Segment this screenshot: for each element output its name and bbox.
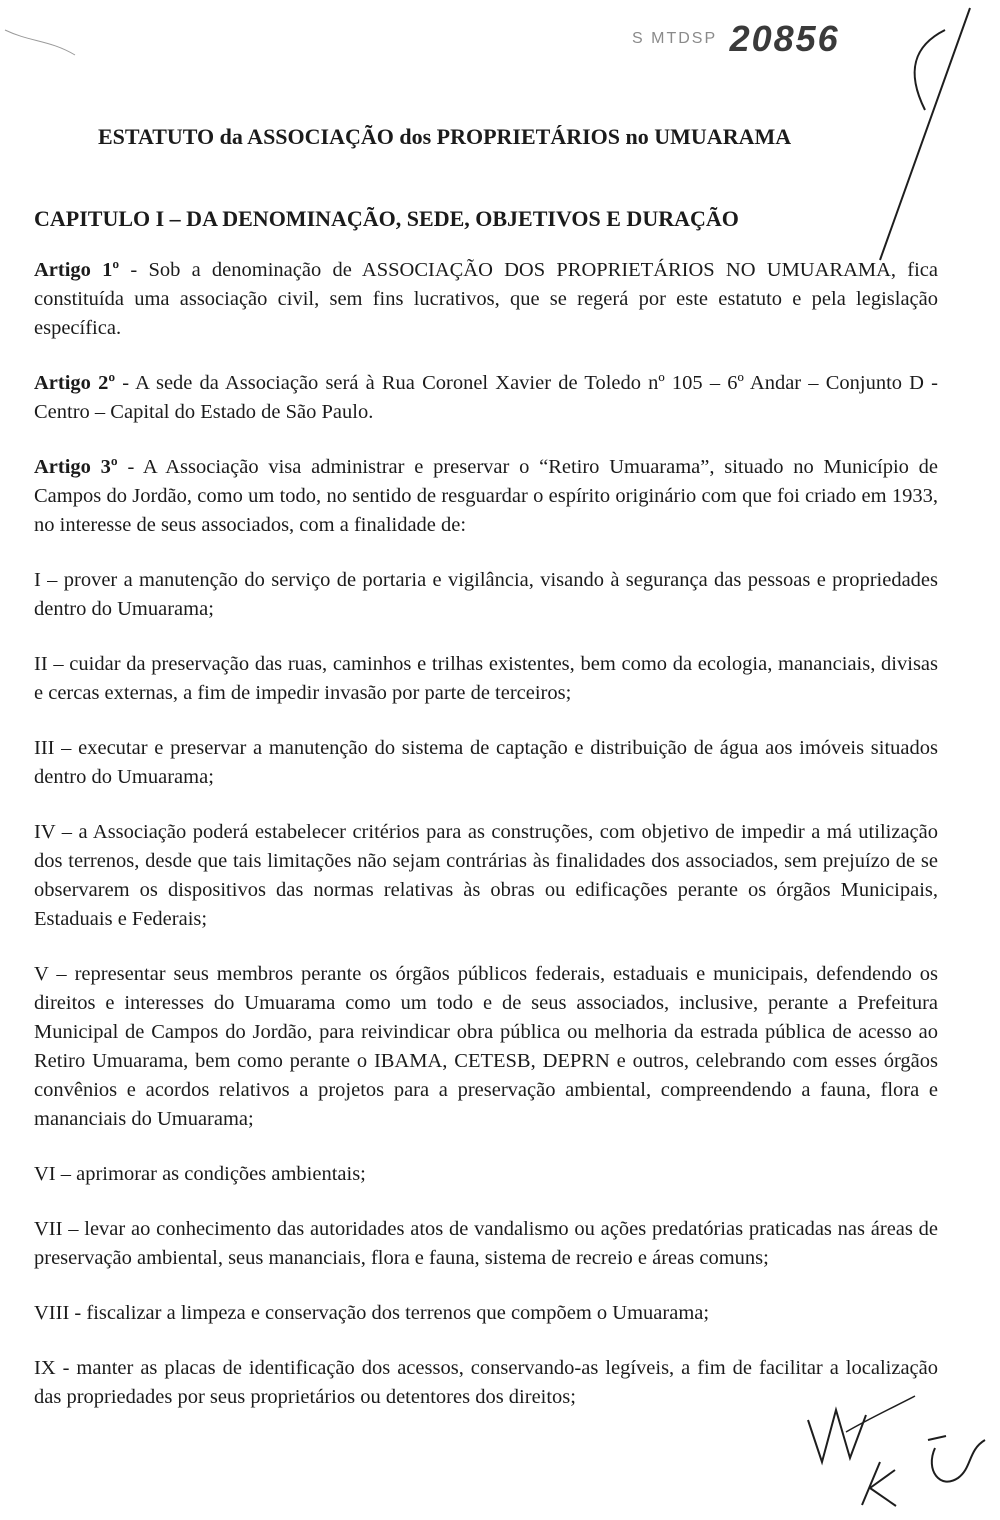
article-text: - A Associação visa administrar e preservar o “Retiro Umuarama”, situado no Município de Campos do Jordão, como um todo, no sentido de resguardar o espírito originário com que foi criado em 1933, no interesse de seus associados, com a finalidade de: [34,456,938,536]
list-item-vi: VI – aprimorar as condições ambientais; [34,1163,366,1185]
article-1 [34,256,938,343]
article-label: Artigo 3º [34,456,118,478]
document-body [34,256,938,1438]
chapter-heading: CAPITULO I – DA DENOMINAÇÃO, SEDE, OBJETIVOS E DURAÇÃO [34,206,739,231]
signature-mark-3 [932,1440,985,1482]
list-item-iii: III – executar e preservar a manutenção do sistema de captação e distribuição de água aos imóveis situados dentro do Umuarama; [34,737,938,788]
list-item-iv: IV – a Associação poderá estabelecer critérios para as construções, com objetivo de impedir a má utilização dos terrenos, desde que tais limitações não sejam contrárias às finalidades dos associados, sem prejuízo de se observarem os dispositivos das normas relativas às obras ou edificações perante os órgãos Municipais, Estaduais e Federais; [34,821,938,930]
article-label: Artigo 2º [34,372,116,394]
signature-mark-2 [862,1462,896,1506]
article-text: - A sede da Associação será à Rua Coronel Xavier de Toledo nº 105 – 6º Andar – Conjunto D - Centro – Capital do Estado de São Paulo. [34,372,938,423]
list-item-ix: IX - manter as placas de identificação dos acessos, conservando-as legíveis, a fim de facilitar a localização das propriedades por seus proprietários ou detentores dos direitos; [34,1357,938,1408]
article-text: - Sob a denominação de ASSOCIAÇÃO DOS PROPRIETÁRIOS NO UMUARAMA, fica constituída uma associação civil, sem fins lucrativos, que se regerá por este estatuto e pela legislação específica. [34,259,939,339]
initial-stroke [915,30,945,110]
article-3 [34,453,938,540]
article-label: Artigo 1º [34,259,120,281]
list-item-v: V – representar seus membros perante os órgãos públicos federais, estaduais e municipais, defendendo os direitos e interesses do Umuarama como um todo e de seus associados, inclusive, perante a Prefeitura Municipal de Campos do Jordão, para reivindicar obra pública ou melhoria da estrada pública de acesso ao Retiro Umuarama, bem como perante o IBAMA, CETESB, DEPRN e outros, celebrando com esses órgãos convênios e acordos relativos a projetos para a preservação ambiental, compreendendo a fauna, flora e mananciais do Umuarama; [34,963,938,1130]
margin-stroke [880,8,970,260]
stamp-prefix: S MTDSP [632,30,718,47]
header-scribble [5,30,75,55]
stamp-number: 20856 [729,18,840,59]
list-item-i: I – prover a manutenção do serviço de portaria e vigilância, visando à segurança das pessoas e propriedades dentro do Umuarama; [34,569,938,620]
article-2 [34,369,938,427]
list-item-viii: VIII - fiscalizar a limpeza e conservação dos terrenos que compõem o Umuarama; [34,1302,710,1324]
document-title: ESTATUTO da ASSOCIAÇÃO dos PROPRIETÁRIOS no UMUARAMA [98,124,792,149]
list-item-ii: II – cuidar da preservação das ruas, caminhos e trilhas existentes, bem como da ecologia, mananciais, divisas e cercas externas, a fim de impedir invasão por parte de terceiros; [34,653,938,704]
list-item-vii: VII – levar ao conhecimento das autoridades atos de vandalismo ou ações predatórias praticadas nas áreas de preservação ambiental, seus mananciais, flora e fauna, sistema de recreio e áreas comuns; [34,1218,938,1269]
registry-stamp [632,18,840,60]
